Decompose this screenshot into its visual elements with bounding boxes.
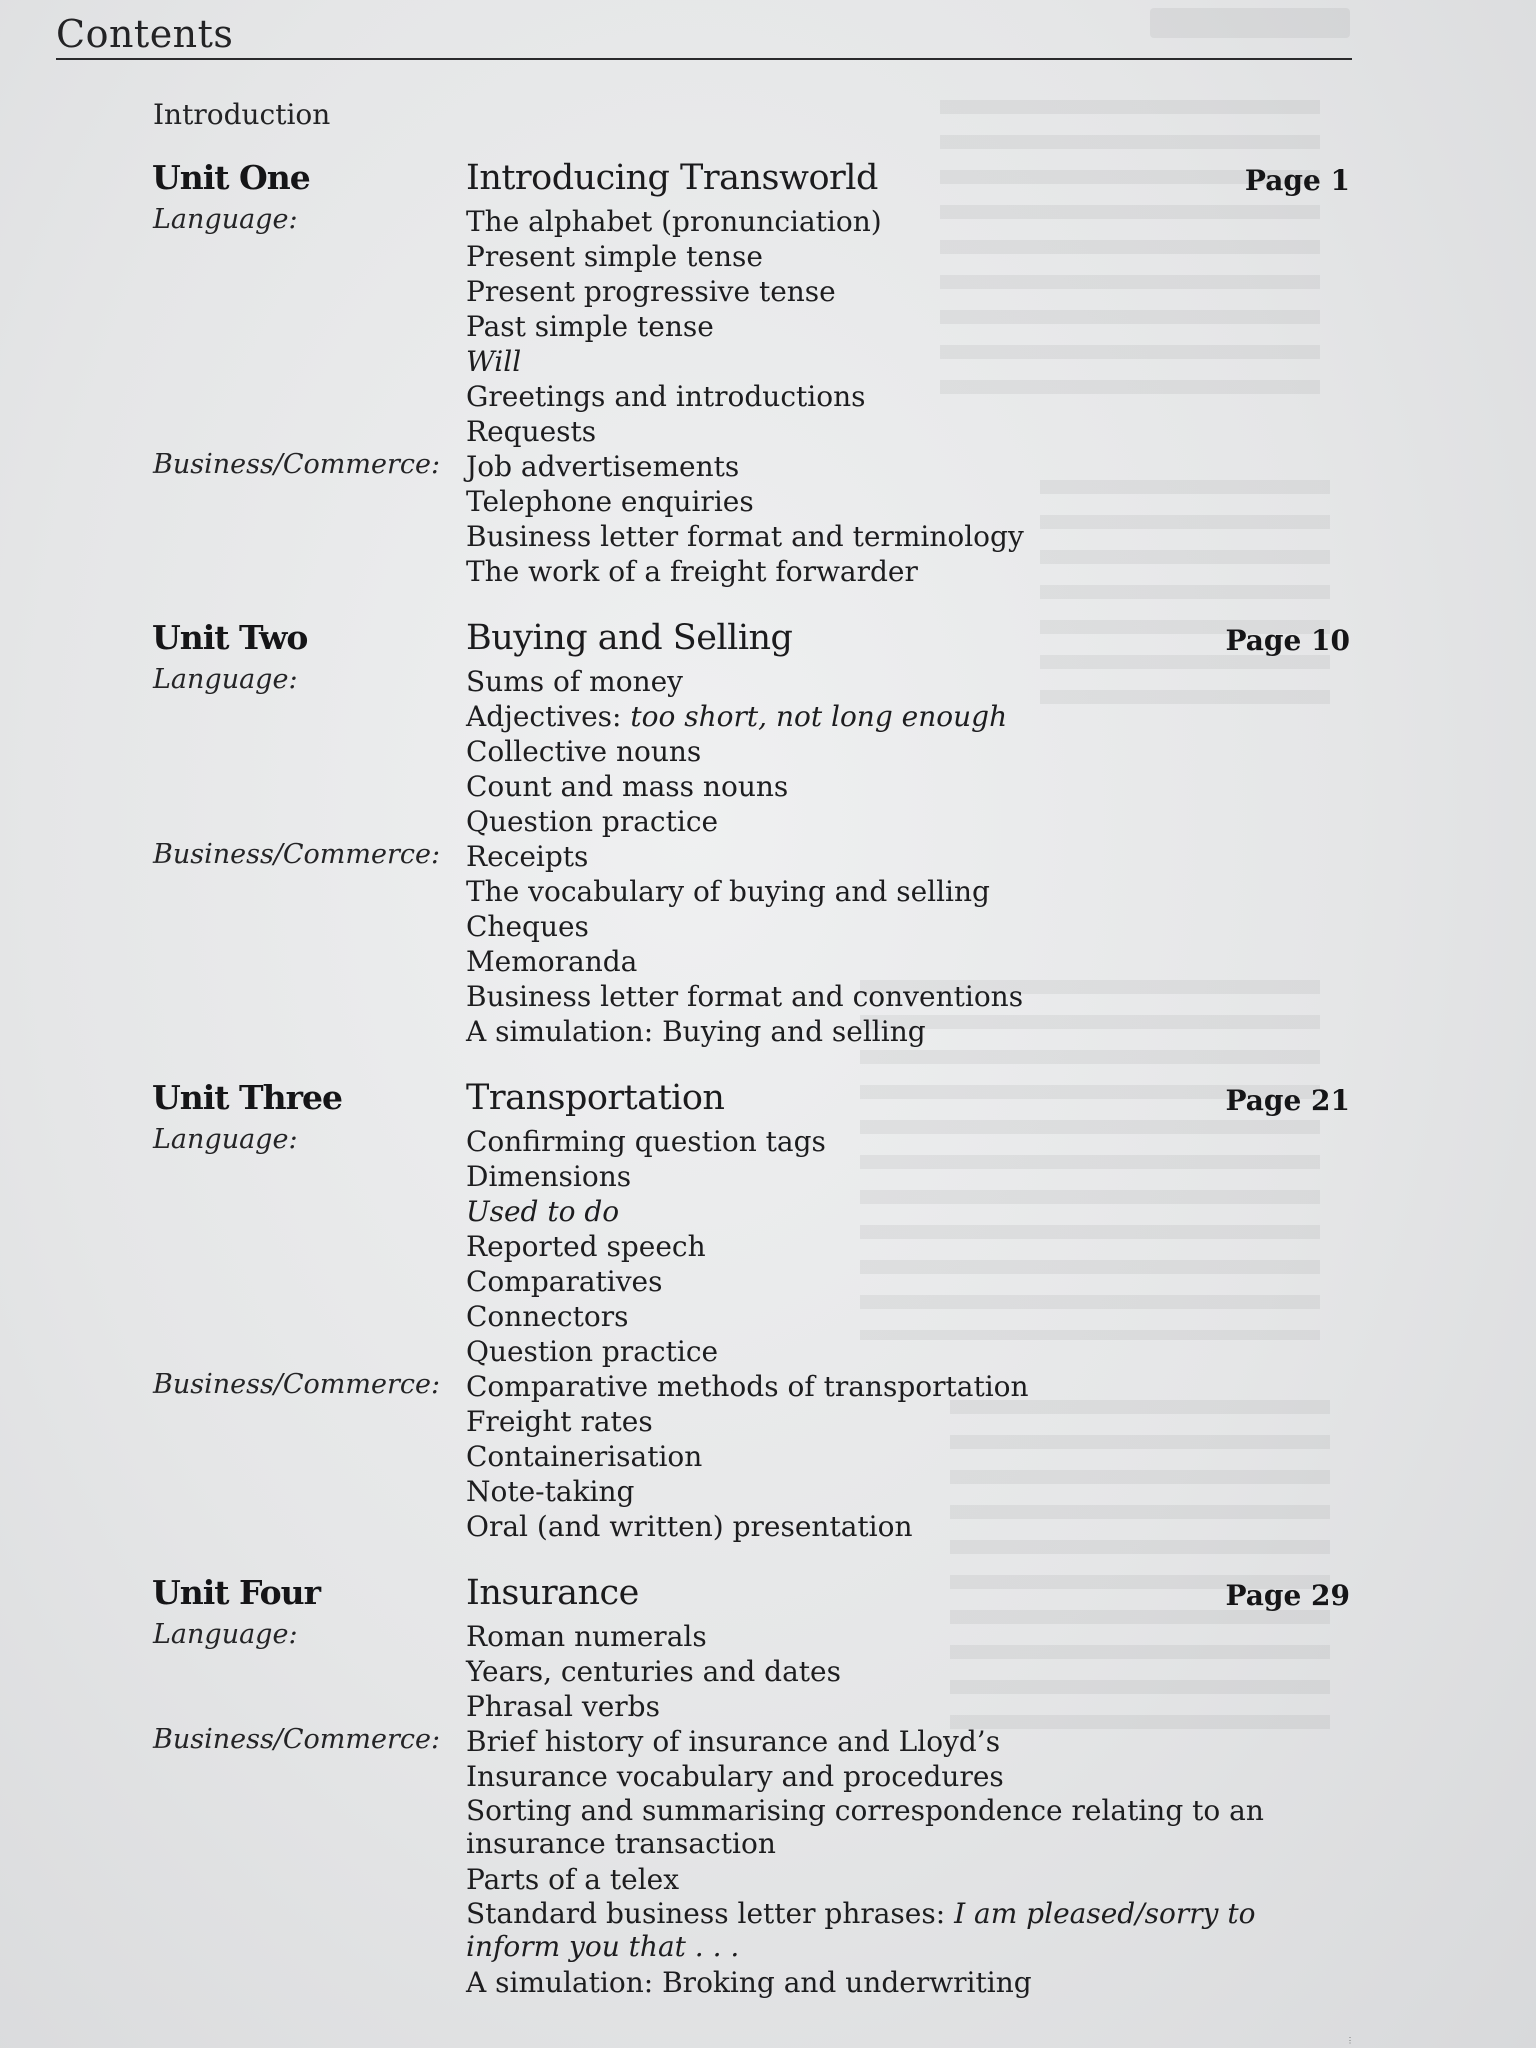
topic-text: A simulation: Broking and underwriting [466,1966,1032,1999]
introduction-entry: Introduction [153,98,331,131]
topic-text: A simulation: Buying and selling [466,1015,926,1048]
topic-item [466,1759,1326,1794]
topic-item [466,699,1326,734]
unit-title: Introducing Transworld [466,158,878,198]
business-commerce-label: Business/Commerce: [153,1724,441,1755]
unit-title: Buying and Selling [466,618,793,658]
topic-item [466,1862,1326,1897]
show-through-shadow [1150,8,1350,38]
topic-item [466,1159,1326,1194]
unit-page-number: Page 29 [1225,1579,1350,1612]
topic-item [466,554,1326,589]
topic-text: Comparatives [466,1265,663,1298]
business-commerce-label: Business/Commerce: [153,839,441,870]
topic-text: Sums of money [466,665,683,698]
topic-item [466,1404,1326,1439]
topic-item [466,944,1326,979]
topic-text: The vocabulary of buying and selling [466,875,990,908]
topic-item [466,204,1326,239]
topic-item [466,1229,1326,1264]
topic-text: The work of a freight forwarder [466,555,918,588]
topic-text: Standard business letter phrases: [466,1897,955,1930]
topic-text: Note-taking [466,1475,635,1508]
topic-item [466,1194,1326,1229]
topic-text: Freight rates [466,1405,653,1438]
topic-text: Collective nouns [466,735,702,768]
unit-title: Transportation [466,1078,725,1118]
topic-item [466,769,1326,804]
topic-text: Receipts [466,840,589,873]
topic-item [466,1794,1326,1862]
topic-text: Requests [466,415,597,448]
topic-item [466,519,1326,554]
topic-item [466,1897,1326,1965]
language-label: Language: [153,204,298,235]
topic-text: Present simple tense [466,240,763,273]
topic-text: Job advertisements [466,450,740,483]
topic-item [466,1299,1326,1334]
topic-text: Adjectives: [466,700,631,733]
topic-list [466,1369,1326,1544]
unit-page-number: Page 1 [1244,164,1350,197]
topic-text: Comparative methods of transportation [466,1370,1029,1403]
topic-item [466,1439,1326,1474]
unit-page-number: Page 10 [1225,624,1350,657]
topic-item [466,309,1326,344]
topic-text: Phrasal verbs [466,1690,660,1723]
topic-text: Brief history of insurance and Lloyd’s [466,1725,1001,1758]
unit-name: Unit Three [152,1078,342,1117]
language-label: Language: [153,1619,298,1650]
topic-text: Sorting and summarising correspondence relating to an insurance transaction [466,1794,1264,1860]
topic-text: Memoranda [466,945,638,978]
topic-item [466,1369,1326,1404]
topic-text: Years, centuries and dates [466,1655,841,1688]
topic-item [466,1619,1326,1654]
topic-italic-text: Used to do [466,1195,620,1228]
unit-title: Insurance [466,1573,639,1613]
topic-list [466,449,1326,589]
topic-item [466,449,1326,484]
topic-item [466,239,1326,274]
topic-text: Containerisation [466,1440,703,1473]
topic-item [466,1965,1326,2000]
language-label: Language: [153,1124,298,1155]
business-commerce-label: Business/Commerce: [153,1369,441,1400]
topic-item [466,484,1326,519]
topic-italic-text: Will [466,345,522,378]
topic-item [466,414,1326,449]
topic-item [466,1334,1326,1369]
page-corner-mark: ⋮ [1346,2036,1354,2045]
topic-text: Dimensions [466,1160,632,1193]
topic-list [466,204,1326,449]
topic-text: Insurance vocabulary and procedures [466,1760,1004,1793]
topic-item [466,664,1326,699]
unit-name: Unit One [152,158,310,197]
topic-item [466,274,1326,309]
topic-text: Telephone enquiries [466,485,754,518]
language-label: Language: [153,664,298,695]
topic-item [466,909,1326,944]
header-divider [56,58,1352,60]
topic-italic-text: too short, not long enough [630,700,1008,733]
topic-item [466,1474,1326,1509]
topic-item [466,379,1326,414]
topic-item [466,344,1326,379]
topic-item [466,1509,1326,1544]
topic-list [466,839,1326,1049]
topic-item [466,1014,1326,1049]
unit-page-number: Page 21 [1225,1084,1350,1117]
topic-text: Parts of a telex [466,1863,680,1896]
topic-text: Question practice [466,1335,719,1368]
topic-item [466,1654,1326,1689]
topic-item [466,874,1326,909]
topic-item [466,1124,1326,1159]
topic-text: Oral (and written) presentation [466,1510,913,1543]
business-commerce-label: Business/Commerce: [153,449,441,480]
topic-item [466,734,1326,769]
topic-item [466,804,1326,839]
topic-text: Present progressive tense [466,275,836,308]
unit-name: Unit Four [152,1573,321,1612]
topic-text: Question practice [466,805,719,838]
topic-text: Roman numerals [466,1620,707,1653]
topic-text: Confirming question tags [466,1125,826,1158]
topic-list [466,1619,1326,1724]
topic-item [466,1689,1326,1724]
topic-text: Count and mass nouns [466,770,789,803]
topic-item [466,839,1326,874]
topic-list [466,664,1326,839]
topic-text: Business letter format and terminology [466,520,1024,553]
topic-text: Reported speech [466,1230,706,1263]
topic-text: Greetings and introductions [466,380,866,413]
topic-italic-text: I am pleased/sorry to inform you that . . . [466,1897,1256,1963]
topic-item [466,979,1326,1014]
topic-list [466,1724,1326,2000]
unit-name: Unit Two [152,618,308,657]
topic-text: Cheques [466,910,589,943]
topic-text: The alphabet (pronunciation) [466,205,882,238]
topic-text: Connectors [466,1300,629,1333]
topic-item [466,1264,1326,1299]
topic-text: Past simple tense [466,310,714,343]
topic-item [466,1724,1326,1759]
topic-text: Business letter format and conventions [466,980,1024,1013]
topic-list [466,1124,1326,1369]
page-title: Contents [56,12,234,56]
